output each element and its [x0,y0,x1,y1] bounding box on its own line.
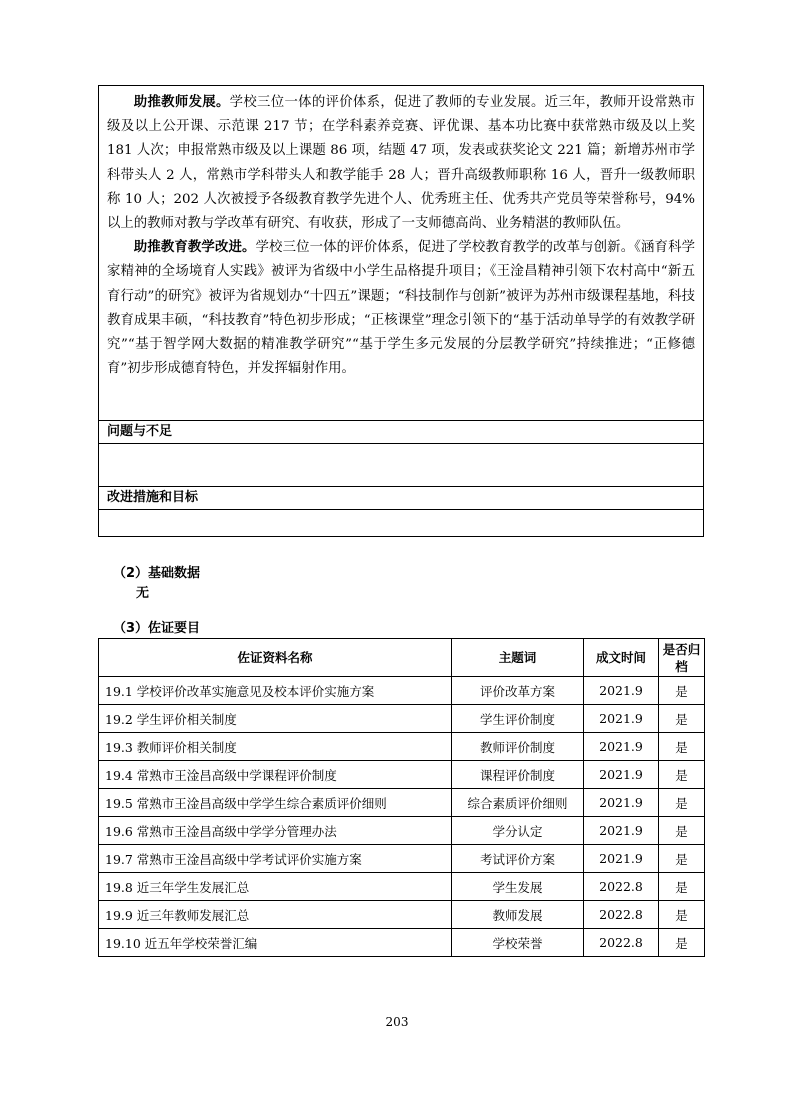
cell-archived: 是 [659,817,705,845]
cell-archived: 是 [659,761,705,789]
paragraph-lead: 助推教育教学改进。 [133,240,256,256]
cell-date: 2021.9 [584,845,659,873]
table-row [99,789,705,817]
table-row [99,845,705,873]
cell-keyword: 教师评价制度 [452,733,584,761]
table-row [99,817,705,845]
cell-archived: 是 [659,789,705,817]
problems-header: 问题与不足 [99,421,704,444]
cell-archived: 是 [659,705,705,733]
teacher-development-paragraph [107,91,695,236]
cell-keyword: 学分认定 [452,817,584,845]
problems-content-cell [99,444,704,487]
table-row [99,677,705,705]
table-row [99,873,705,901]
table-row [99,733,705,761]
evidence-table [98,638,705,957]
cell-keyword: 学校荣誉 [452,929,584,957]
evidence-table-body [99,677,705,957]
cell-name: 19.4 常熟市王淦昌高级中学课程评价制度 [99,761,452,789]
cell-date: 2021.9 [584,761,659,789]
cell-archived: 是 [659,733,705,761]
evidence-header-row [99,639,705,677]
page-number: 203 [385,1015,409,1029]
cell-archived: 是 [659,677,705,705]
cell-name: 19.9 近三年教师发展汇总 [99,901,452,929]
table-row [99,929,705,957]
cell-date: 2021.9 [584,789,659,817]
cell-name: 19.3 教师评价相关制度 [99,733,452,761]
measures-header: 改进措施和目标 [99,487,704,510]
paragraph-body: 学校三位一体的评价体系，促进了教师的专业发展。近三年，教师开设常熟市级及以上公开课、示范课 217 节；在学科素养竞赛、评优课、基本功比赛中获常熟市级及以上奖 181 人次；申报常熟市级及以上课题 86 项，结题 47 项，发表或获奖论文 221 篇；新增苏州市学科带头人 2 人，常熟市学科带头人和教学能手 28 人；晋升高级教师职称 16 人，晋升一级教师职称 10 人；202 人次被授予各级教育教学先进个人、优秀班主任、优秀共产党员等荣誉称号，94%以上的教师对教与学改革有研究、有收获，形成了一支师德高尚、业务精湛的教师队伍。 [107,95,696,232]
col-header-date: 成文时间 [584,639,659,677]
cell-archived: 是 [659,901,705,929]
paragraph-lead: 助推教师发展。 [133,95,230,110]
cell-name: 19.10 近五年学校荣誉汇编 [99,929,452,957]
col-header-archived: 是否归档 [659,639,705,677]
col-header-name: 佐证资料名称 [99,639,452,677]
cell-name: 19.8 近三年学生发展汇总 [99,873,452,901]
measures-content-cell [99,510,704,537]
table-row [99,901,705,929]
table-row [99,705,705,733]
cell-name: 19.7 常熟市王淦昌高级中学考试评价实施方案 [99,845,452,873]
table-row [99,761,705,789]
cell-date: 2022.8 [584,873,659,901]
col-header-keyword: 主题词 [452,639,584,677]
cell-keyword: 评价改革方案 [452,677,584,705]
paragraph-body: 学校三位一体的评价体系，促进了学校教育教学的改革与创新。《涵育科学家精神的全场境育人实践》被评为省级中小学生品格提升项目；《王淦昌精神引领下农村高中“新五育行动”的研究》被评为省规划办“十四五”课题；“科技制作与创新”被评为苏州市级课程基地，科技教育成果丰硕，“科技教育”特色初步形成；“正核课堂”理念引领下的“基于活动单导学的有效教学研究”“基于智学网大数据的精准教学研究”“基于学生多元发展的分层教学研究”持续推进；“正修德育”初步形成德育特色，并发挥辐射作用。 [107,240,695,377]
cell-date: 2021.9 [584,677,659,705]
cell-name: 19.6 常熟市王淦昌高级中学学分管理办法 [99,817,452,845]
achievement-text-cell [99,86,704,421]
cell-date: 2022.8 [584,901,659,929]
cell-archived: 是 [659,873,705,901]
evidence-title: （3）佐证要目 [113,621,201,636]
cell-name: 19.1 学校评价改革实施意见及校本评价实施方案 [99,677,452,705]
cell-date: 2021.9 [584,817,659,845]
cell-keyword: 综合素质评价细则 [452,789,584,817]
cell-date: 2022.8 [584,929,659,957]
cell-keyword: 学生评价制度 [452,705,584,733]
evaluation-summary-table [98,85,704,537]
basic-data-title: （2）基础数据 [113,566,201,581]
teaching-improvement-paragraph [107,236,695,381]
cell-keyword: 考试评价方案 [452,845,584,873]
cell-date: 2021.9 [584,733,659,761]
cell-archived: 是 [659,929,705,957]
cell-keyword: 教师发展 [452,901,584,929]
cell-keyword: 学生发展 [452,873,584,901]
basic-data-value: 无 [136,586,150,601]
cell-archived: 是 [659,845,705,873]
cell-date: 2021.9 [584,705,659,733]
cell-keyword: 课程评价制度 [452,761,584,789]
cell-name: 19.5 常熟市王淦昌高级中学学生综合素质评价细则 [99,789,452,817]
cell-name: 19.2 学生评价相关制度 [99,705,452,733]
